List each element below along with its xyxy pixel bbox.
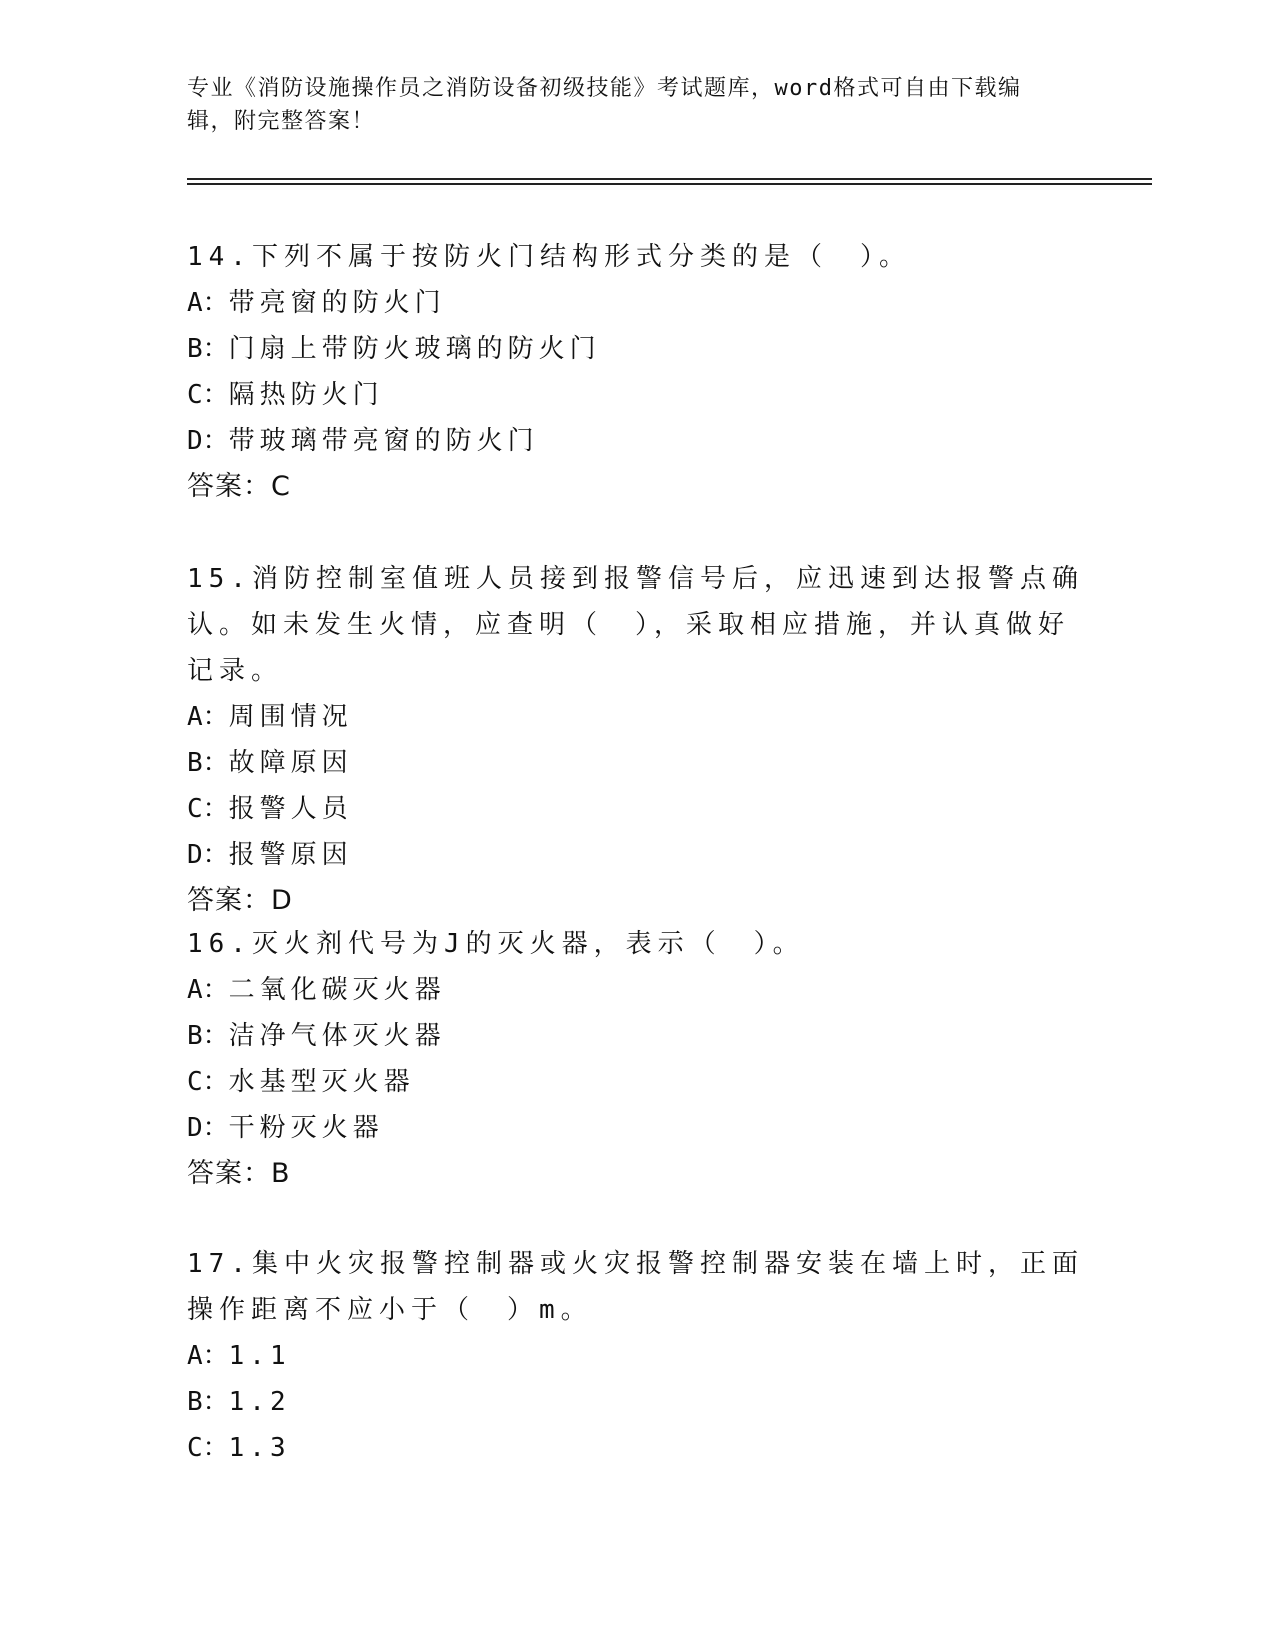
option-d <box>187 1105 1087 1151</box>
option-c <box>187 1425 1087 1471</box>
option-b <box>187 1013 1087 1059</box>
option-key: C： <box>187 1067 229 1097</box>
option-text: 水基型灭火器 <box>228 1067 415 1097</box>
option-c <box>187 786 1087 832</box>
option-text: 1.3 <box>228 1433 291 1463</box>
option-text: 报警人员 <box>228 794 353 824</box>
question-text: 17.集中火灾报警控制器或火灾报警控制器安装在墙上时，正面操作距离不应小于（ ）m。 <box>187 1249 1084 1325</box>
option-key: D： <box>187 1113 229 1143</box>
option-text: 周围情况 <box>228 702 353 732</box>
option-c <box>187 1059 1087 1105</box>
option-key: B： <box>187 748 229 778</box>
option-b <box>187 326 1087 372</box>
header-divider-top <box>187 178 1152 180</box>
option-text: 1.1 <box>228 1341 291 1371</box>
option-text: 带玻璃带亮窗的防火门 <box>228 426 539 456</box>
option-key: A： <box>187 975 229 1005</box>
option-a <box>187 1333 1087 1379</box>
option-key: C： <box>187 794 229 824</box>
option-text: 干粉灭火器 <box>228 1113 384 1143</box>
option-key: B： <box>187 1387 229 1417</box>
option-key: C： <box>187 380 229 410</box>
option-c <box>187 372 1087 418</box>
option-key: D： <box>187 426 229 456</box>
option-key: C： <box>187 1433 229 1463</box>
option-text: 1.2 <box>228 1387 291 1417</box>
option-text: 带亮窗的防火门 <box>228 288 446 318</box>
option-d <box>187 832 1087 878</box>
option-key: A： <box>187 288 229 318</box>
option-text: 报警原因 <box>228 840 353 870</box>
option-key: A： <box>187 1341 229 1371</box>
option-key: A： <box>187 702 229 732</box>
option-key: D： <box>187 840 229 870</box>
option-a <box>187 694 1087 740</box>
question-text: 14.下列不属于按防火门结构形式分类的是（ ）。 <box>187 242 911 272</box>
option-key: B： <box>187 334 229 364</box>
option-text: 隔热防火门 <box>228 380 384 410</box>
option-text: 故障原因 <box>228 748 353 778</box>
option-text: 二氧化碳灭火器 <box>228 975 446 1005</box>
option-text: 门扇上带防火玻璃的防火门 <box>228 334 601 364</box>
option-a <box>187 280 1087 326</box>
question-14 <box>187 234 1087 510</box>
answer-text: 答案：C <box>187 471 291 502</box>
question-16 <box>187 921 1087 1197</box>
header-divider-bottom <box>187 183 1152 185</box>
option-key: B： <box>187 1021 229 1051</box>
question-17 <box>187 1241 1087 1471</box>
option-a <box>187 967 1087 1013</box>
option-b <box>187 1379 1087 1425</box>
option-d <box>187 418 1087 464</box>
document-header: 专业《消防设施操作员之消防设备初级技能》考试题库，word格式可自由下载编辑，附完整答案！ <box>187 76 1022 134</box>
answer-text: 答案：D <box>187 885 293 916</box>
option-text: 洁净气体灭火器 <box>228 1021 446 1051</box>
question-text: 15.消防控制室值班人员接到报警信号后，应迅速到达报警点确认。如未发生火情，应查明（ ），采取相应措施，并认真做好记录。 <box>187 564 1084 686</box>
answer-text: 答案：B <box>187 1158 291 1189</box>
question-15 <box>187 556 1087 924</box>
option-b <box>187 740 1087 786</box>
question-text: 16.灭火剂代号为J的灭火器，表示（ ）。 <box>187 929 805 959</box>
